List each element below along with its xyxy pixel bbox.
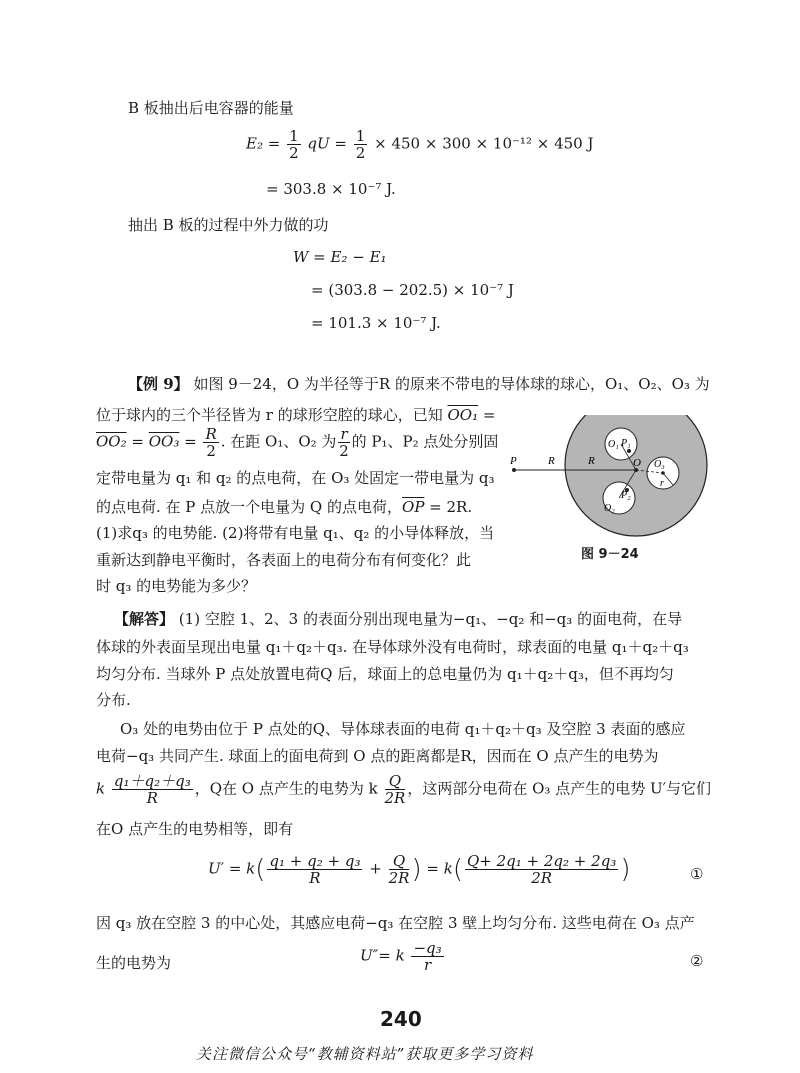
equation-tag-1: ① xyxy=(690,865,704,883)
overline-oo1: OO₁ xyxy=(447,406,479,424)
conductor-sphere xyxy=(565,415,707,536)
label-o: O xyxy=(633,457,641,469)
fraction-q-over-2r: $\frac{Q}{2R}$ xyxy=(384,772,406,807)
label-o1: O₁ xyxy=(608,439,619,450)
label-p: P xyxy=(510,455,517,467)
point-o3 xyxy=(661,471,665,475)
equation-w1: W = E₂ − E₁ xyxy=(293,248,387,266)
equation-e2-result: = 303.8 × 10⁻⁷ J. xyxy=(266,180,396,198)
figure-caption: 图 9－24 xyxy=(581,547,639,562)
fraction-r-over-2: $\frac{R}{2}$ xyxy=(205,425,217,460)
paragraph-c-line-2: 生的电势为 xyxy=(96,954,172,972)
equation-1: U′ = k( $\frac{\text{q₁ + q₂ + q₃}}{R}$ + $\frac{Q}{2R}$ ) = k( $\frac{\text{Q+ 2q₁ + 2q₂ + 2q₃}}{2R}$ ) xyxy=(208,852,631,887)
e2-rhs: × 450 × 300 × 10⁻¹² × 450 J xyxy=(374,134,594,153)
point-p xyxy=(512,468,516,472)
answer-line-4: 分布. xyxy=(96,691,131,709)
equation-2: U″= k $\frac{\text{−q₃}}{r}$ xyxy=(360,939,442,974)
text-line: 抽出 B 板的过程中外力做的功 xyxy=(128,216,329,234)
paragraph-line-2: 电荷−q₃ 共同产生. 球面上的面电荷到 O 点的距离都是R，因而在 O 点产生的电势为 xyxy=(96,747,659,765)
label-r1: R xyxy=(548,455,555,467)
label-r: r xyxy=(660,478,664,489)
example-line-4: 定带电量为 q₁ 和 q₂ 的点电荷，在 O₃ 处固定一带电量为 q₃ xyxy=(96,469,495,487)
e2-mid: qU = xyxy=(307,134,348,153)
example-line-8: 时 q₃ 的电势能为多少？ xyxy=(96,577,257,595)
label-p1: P₁ xyxy=(621,438,631,449)
footer-note: 关注微信公众号“教辅资料站”获取更多学习资料 xyxy=(196,1045,534,1063)
answer-tag: 【解答】 xyxy=(114,610,175,628)
page-number: 240 xyxy=(380,1007,422,1031)
answer-line-1: 【解答】 (1) 空腔 1、2、3 的表面分别出现电量为−q₁、−q₂ 和−q₃ 的面电荷，在导 xyxy=(114,610,683,628)
fraction-eq1-3: $\frac{\text{Q+ 2q₁ + 2q₂ + 2q₃}}{2R}$ xyxy=(466,852,617,887)
fraction-r-over-2-small: $\frac{r}{2}$ xyxy=(339,425,349,460)
example-line-3: OO₂ = OO₃ = $\frac{R}{2}$ . 在距 O₁、O₂ 为 $\frac{r}{2}$ 的 P₁、P₂ 点处分别固 xyxy=(96,425,499,460)
fraction-q-sum-over-r: $\frac{\text{q₁＋q₂＋q₃}}{R}$ xyxy=(113,772,191,807)
fraction-eq1-2: $\frac{Q}{2R}$ xyxy=(388,852,410,887)
paragraph-line-3: k $\frac{\text{q₁＋q₂＋q₃}}{R}$ ，Q在 O 点产生的电势为 k $\frac{Q}{2R}$ ，这两部分电荷在 O₃ 点产生的电势 U′与它们 xyxy=(96,772,712,807)
point-p1 xyxy=(627,449,631,453)
label-p2: P₂ xyxy=(621,490,631,501)
label-o3: O₃ xyxy=(654,459,665,470)
example-tag: 【例 9】 xyxy=(128,375,189,393)
paragraph-c-line-1: 因 q₃ 放在空腔 3 的中心处，其感应电荷−q₃ 在空腔 3 壁上均匀分布. 这些电荷在 O₃ 点产 xyxy=(96,914,695,932)
paragraph-line-1: O₃ 处的电势由位于 P 点处的Q、导体球表面的电荷 q₁＋q₂＋q₃ 及空腔 3 表面的感应 xyxy=(120,720,686,738)
fraction-half: $\frac{1}{2}$ xyxy=(289,127,299,162)
example-line-7: 重新达到静电平衡时，各表面上的电荷分布有何变化？此 xyxy=(96,551,472,569)
e2-lhs: E₂ = xyxy=(246,134,281,153)
label-o2: O₂ xyxy=(604,503,615,514)
answer-line-3: 均匀分布. 当球外 P 点处放置电荷Q 后，球面上的总电量仍为 q₁＋q₂＋q₃，但不再均匀 xyxy=(96,665,674,683)
paragraph-line-4: 在O 点产生的电势相等，即有 xyxy=(96,820,294,838)
example-line-6: (1)求q₃ 的电势能. (2)将带有电量 q₁、q₂ 的小导体释放，当 xyxy=(96,524,495,542)
equation-tag-2: ② xyxy=(690,952,704,970)
text-line: B 板抽出后电容器的能量 xyxy=(128,99,294,117)
answer-line-2: 体球的外表面呈现出电量 q₁＋q₂＋q₃. 在导体球外没有电荷时，球表面的电量 q₁＋q₂＋q₃ xyxy=(96,638,689,656)
example-line-2: 位于球内的三个半径皆为 r 的球形空腔的球心，已知 OO₁ = xyxy=(96,406,496,424)
fraction-eq1-1: $\frac{\text{q₁ + q₂ + q₃}}{R}$ xyxy=(269,852,361,887)
fraction-eq2: $\frac{\text{−q₃}}{r}$ xyxy=(413,939,442,974)
example-line-5: 的点电荷. 在 P 点放一个电量为 Q 的点电荷，$\overline{OP} = 2R$. xyxy=(96,498,473,516)
equation-e2 xyxy=(246,128,593,161)
equation-w2: = (303.8 − 202.5) × 10⁻⁷ J xyxy=(311,281,514,299)
label-r2: R xyxy=(588,455,595,467)
fraction-half: $\frac{1}{2}$ xyxy=(355,127,366,162)
equation-w3: = 101.3 × 10⁻⁷ J. xyxy=(311,314,441,332)
example-line-1: 【例 9】 如图 9－24，O 为半径等于R 的原来不带电的导体球的球心，O₁、O₂、O₃ 为 xyxy=(128,375,710,393)
figure-9-24 xyxy=(508,415,728,550)
